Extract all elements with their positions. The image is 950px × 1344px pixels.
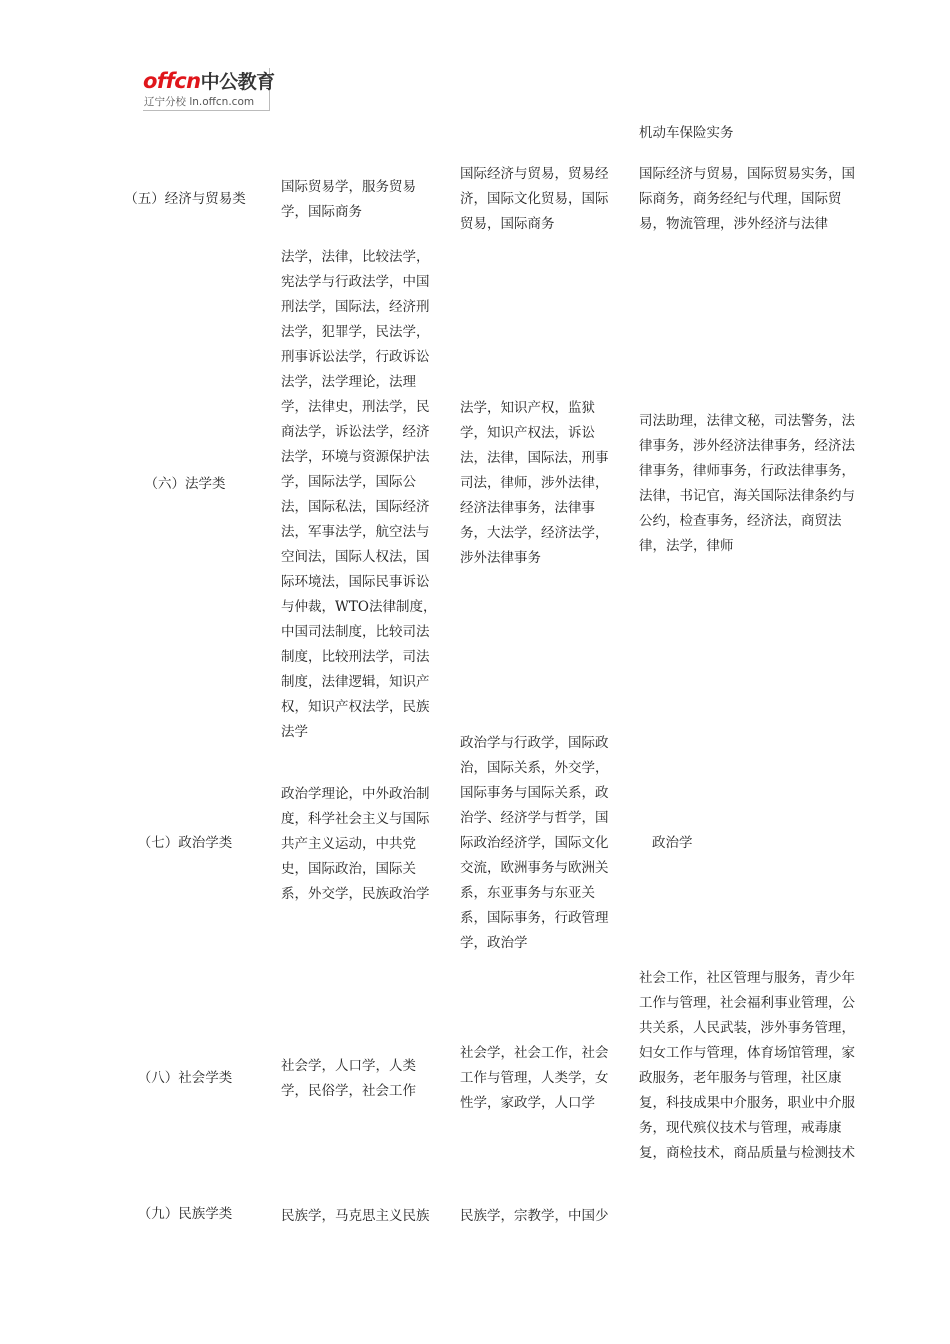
row-5-col2: 民族学，宗教学，中国少 <box>460 1208 609 1224</box>
logo-subtitle: 辽宁分校 ln.offcn.com <box>144 96 255 108</box>
logo-name: 中公教育 <box>200 71 275 93</box>
row-4-col3: 社会工作，社区管理与服务，青少年工作与管理，社会福利事业管理，公共关系，人民武装，涉外事务管理，妇女工作与管理，体育场馆管理，家政服务，老年服务与管理，社区康复，科技成果中介服务，职业中介服务，现代殡仪技术与管理，戒毒康复，商检技术，商品质量与检测技术 <box>639 970 855 1161</box>
row-0-col3: 机动车保险实务 <box>639 125 734 141</box>
row-4-col1: 社会学，人口学，人类学，民俗学，社会工作 <box>281 1058 416 1099</box>
row-2-col3: 司法助理，法律文秘，司法警务，法律事务，涉外经济法律事务，经济法律事务，律师事务，行政法律事务，法律，书记官，海关国际法律条约与公约，检查事务，经济法，商贸法律，法学，律师 <box>639 413 855 554</box>
logo-brand: offcn <box>143 69 201 93</box>
row-4-col2: 社会学，社会工作，社会工作与管理，人类学，女性学，家政学，人口学 <box>460 1045 609 1111</box>
logo-wordmark <box>143 68 275 95</box>
row-3-col2: 政治学与行政学，国际政治，国际关系，外交学，国际事务与国际关系，政治学、经济学与哲学，国际政治经济学，国际文化交流，欧洲事务与欧洲关系，东亚事务与东亚关系，国际事务，行政管理学，政治学 <box>460 735 609 951</box>
row-3-category: （七）政治学类 <box>137 835 233 851</box>
offcn-logo <box>143 68 275 111</box>
row-5-category: （九）民族学类 <box>137 1206 233 1222</box>
row-4-category: （八）社会学类 <box>137 1070 233 1086</box>
row-2-col1: 法学，法律，比较法学，宪法学与行政法学，中国刑法学，国际法，经济刑法学，犯罪学，民法学，刑事诉讼法学，行政诉讼法学，法学理论，法理学，法律史，刑法学，民商法学，诉讼法学，经济法学，环境与资源保护法学，国际法学，国际公法，国际私法，国际经济法，军事法学，航空法与空间法，国际人权法，国际环境法，国际民事诉讼与仲裁，WTO法律制度，中国司法制度，比较司法制度，比较刑法学，司法制度，法律逻辑，知识产权，知识产权法学，民族法学 <box>281 249 437 740</box>
row-1-category: （五）经济与贸易类 <box>124 191 246 207</box>
row-3-col3: 政治学 <box>652 835 693 851</box>
row-5-col1: 民族学，马克思主义民族 <box>281 1208 430 1224</box>
row-1-col3: 国际经济与贸易，国际贸易实务，国际商务，商务经纪与代理，国际贸易，物流管理，涉外经济与法律 <box>639 166 855 232</box>
row-2-col2: 法学，知识产权，监狱学，知识产权法，诉讼法，法律，国际法，刑事司法，律师，涉外法律，经济法律事务，法律事务，大法学，经济法学，涉外法律事务 <box>460 400 609 566</box>
row-2-category: （六）法学类 <box>144 476 226 492</box>
row-3-col1: 政治学理论，中外政治制度，科学社会主义与国际共产主义运动，中共党史，国际政治，国际关系，外交学，民族政治学 <box>281 786 430 902</box>
row-1-col1: 国际贸易学，服务贸易学，国际商务 <box>281 179 416 220</box>
row-1-col2: 国际经济与贸易，贸易经济，国际文化贸易，国际贸易，国际商务 <box>460 166 609 232</box>
